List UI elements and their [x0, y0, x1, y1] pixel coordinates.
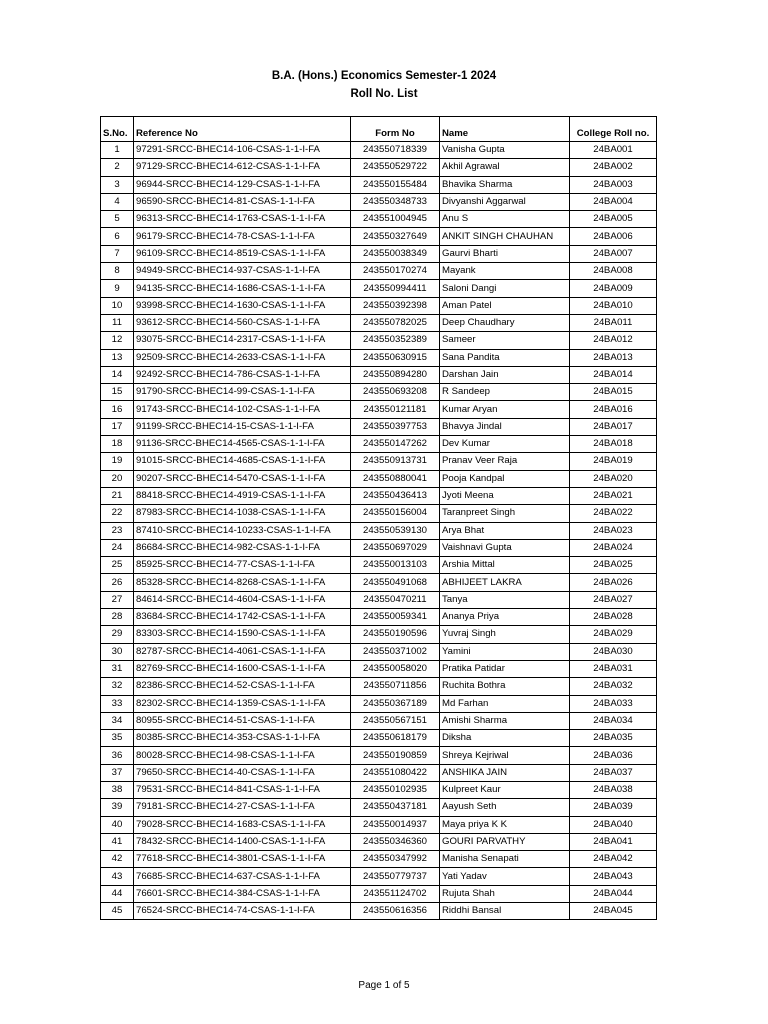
- cell-reference-no: 96944-SRCC-BHEC14-129-CSAS-1-1-I-FA: [134, 176, 351, 193]
- table-row: [101, 816, 657, 833]
- cell-name: ANSHIKA JAIN: [440, 764, 570, 781]
- cell-college-roll-no: 24BA045: [570, 903, 657, 920]
- cell-form-no: 243550693208: [351, 384, 440, 401]
- cell-form-no: 243550170274: [351, 263, 440, 280]
- cell-sno: 30: [101, 643, 134, 660]
- cell-college-roll-no: 24BA043: [570, 868, 657, 885]
- cell-sno: 14: [101, 366, 134, 383]
- cell-sno: 24: [101, 539, 134, 556]
- cell-college-roll-no: 24BA042: [570, 851, 657, 868]
- cell-sno: 18: [101, 436, 134, 453]
- cell-reference-no: 91790-SRCC-BHEC14-99-CSAS-1-1-I-FA: [134, 384, 351, 401]
- cell-name: Vanisha Gupta: [440, 142, 570, 159]
- cell-sno: 21: [101, 487, 134, 504]
- cell-college-roll-no: 24BA037: [570, 764, 657, 781]
- cell-name: Arya Bhat: [440, 522, 570, 539]
- cell-form-no: 243550529722: [351, 159, 440, 176]
- cell-name: Pranav Veer Raja: [440, 453, 570, 470]
- cell-form-no: 243550347992: [351, 851, 440, 868]
- cell-reference-no: 91743-SRCC-BHEC14-102-CSAS-1-1-I-FA: [134, 401, 351, 418]
- cell-name: Bhavika Sharma: [440, 176, 570, 193]
- cell-college-roll-no: 24BA001: [570, 142, 657, 159]
- cell-form-no: 243550190859: [351, 747, 440, 764]
- cell-reference-no: 96109-SRCC-BHEC14-8519-CSAS-1-1-I-FA: [134, 245, 351, 262]
- cell-sno: 13: [101, 349, 134, 366]
- cell-sno: 19: [101, 453, 134, 470]
- cell-sno: 1: [101, 142, 134, 159]
- cell-reference-no: 83684-SRCC-BHEC14-1742-CSAS-1-1-I-FA: [134, 609, 351, 626]
- table-row: [101, 332, 657, 349]
- cell-sno: 36: [101, 747, 134, 764]
- cell-sno: 33: [101, 695, 134, 712]
- table-row: [101, 159, 657, 176]
- table-row: [101, 245, 657, 262]
- cell-reference-no: 80385-SRCC-BHEC14-353-CSAS-1-1-I-FA: [134, 730, 351, 747]
- cell-sno: 25: [101, 557, 134, 574]
- cell-college-roll-no: 24BA036: [570, 747, 657, 764]
- cell-reference-no: 92492-SRCC-BHEC14-786-CSAS-1-1-I-FA: [134, 366, 351, 383]
- table-row: [101, 176, 657, 193]
- cell-reference-no: 80955-SRCC-BHEC14-51-CSAS-1-1-I-FA: [134, 712, 351, 729]
- cell-sno: 40: [101, 816, 134, 833]
- cell-reference-no: 85925-SRCC-BHEC14-77-CSAS-1-1-I-FA: [134, 557, 351, 574]
- cell-form-no: 243550014937: [351, 816, 440, 833]
- cell-college-roll-no: 24BA018: [570, 436, 657, 453]
- cell-sno: 29: [101, 626, 134, 643]
- cell-name: Vaishnavi Gupta: [440, 539, 570, 556]
- cell-sno: 45: [101, 903, 134, 920]
- roll-number-table: [100, 116, 657, 920]
- cell-name: Anu S: [440, 211, 570, 228]
- cell-reference-no: 85328-SRCC-BHEC14-8268-CSAS-1-1-I-FA: [134, 574, 351, 591]
- cell-sno: 39: [101, 799, 134, 816]
- cell-form-no: 243550397753: [351, 418, 440, 435]
- cell-form-no: 243550697029: [351, 539, 440, 556]
- table-row: [101, 505, 657, 522]
- cell-name: Ananya Priya: [440, 609, 570, 626]
- cell-form-no: 243550616356: [351, 903, 440, 920]
- cell-sno: 22: [101, 505, 134, 522]
- cell-reference-no: 94949-SRCC-BHEC14-937-CSAS-1-1-I-FA: [134, 263, 351, 280]
- cell-college-roll-no: 24BA015: [570, 384, 657, 401]
- cell-college-roll-no: 24BA011: [570, 314, 657, 331]
- cell-reference-no: 82386-SRCC-BHEC14-52-CSAS-1-1-I-FA: [134, 678, 351, 695]
- cell-sno: 17: [101, 418, 134, 435]
- table-row: [101, 678, 657, 695]
- cell-reference-no: 79650-SRCC-BHEC14-40-CSAS-1-1-I-FA: [134, 764, 351, 781]
- table-row: [101, 297, 657, 314]
- cell-name: Shreya Kejriwal: [440, 747, 570, 764]
- cell-sno: 15: [101, 384, 134, 401]
- cell-reference-no: 97291-SRCC-BHEC14-106-CSAS-1-1-I-FA: [134, 142, 351, 159]
- cell-form-no: 243550348733: [351, 193, 440, 210]
- table-row: [101, 487, 657, 504]
- cell-name: Pratika Patidar: [440, 660, 570, 677]
- cell-sno: 44: [101, 885, 134, 902]
- cell-name: ANKIT SINGH CHAUHAN: [440, 228, 570, 245]
- cell-reference-no: 79181-SRCC-BHEC14-27-CSAS-1-1-I-FA: [134, 799, 351, 816]
- cell-reference-no: 83303-SRCC-BHEC14-1590-CSAS-1-1-I-FA: [134, 626, 351, 643]
- cell-name: Ruchita Bothra: [440, 678, 570, 695]
- table-row: [101, 522, 657, 539]
- cell-sno: 28: [101, 609, 134, 626]
- cell-college-roll-no: 24BA021: [570, 487, 657, 504]
- cell-college-roll-no: 24BA039: [570, 799, 657, 816]
- header-reference-no: Reference No: [134, 117, 351, 142]
- table-row: [101, 349, 657, 366]
- table-row: [101, 833, 657, 850]
- table-row: [101, 453, 657, 470]
- cell-college-roll-no: 24BA014: [570, 366, 657, 383]
- cell-form-no: 243550058020: [351, 660, 440, 677]
- cell-form-no: 243550038349: [351, 245, 440, 262]
- cell-form-no: 243550346360: [351, 833, 440, 850]
- cell-reference-no: 87983-SRCC-BHEC14-1038-CSAS-1-1-I-FA: [134, 505, 351, 522]
- cell-form-no: 243551124702: [351, 885, 440, 902]
- cell-form-no: 243550618179: [351, 730, 440, 747]
- cell-form-no: 243550121181: [351, 401, 440, 418]
- cell-name: ABHIJEET LAKRA: [440, 574, 570, 591]
- cell-form-no: 243550718339: [351, 142, 440, 159]
- cell-sno: 23: [101, 522, 134, 539]
- cell-name: Aayush Seth: [440, 799, 570, 816]
- cell-form-no: 243550190596: [351, 626, 440, 643]
- cell-college-roll-no: 24BA007: [570, 245, 657, 262]
- cell-reference-no: 91136-SRCC-BHEC14-4565-CSAS-1-1-I-FA: [134, 436, 351, 453]
- cell-college-roll-no: 24BA026: [570, 574, 657, 591]
- table-body: [101, 142, 657, 920]
- cell-college-roll-no: 24BA027: [570, 591, 657, 608]
- cell-college-roll-no: 24BA005: [570, 211, 657, 228]
- cell-college-roll-no: 24BA004: [570, 193, 657, 210]
- cell-form-no: 243550327649: [351, 228, 440, 245]
- cell-form-no: 243550470211: [351, 591, 440, 608]
- cell-reference-no: 90207-SRCC-BHEC14-5470-CSAS-1-1-I-FA: [134, 470, 351, 487]
- cell-name: Tanya: [440, 591, 570, 608]
- table-row: [101, 142, 657, 159]
- table-header: [101, 117, 657, 142]
- cell-sno: 5: [101, 211, 134, 228]
- cell-form-no: 243550155484: [351, 176, 440, 193]
- cell-name: Riddhi Bansal: [440, 903, 570, 920]
- cell-name: Diksha: [440, 730, 570, 747]
- table-row: [101, 764, 657, 781]
- table-row: [101, 851, 657, 868]
- cell-form-no: 243550013103: [351, 557, 440, 574]
- cell-name: Jyoti Meena: [440, 487, 570, 504]
- cell-reference-no: 76685-SRCC-BHEC14-637-CSAS-1-1-I-FA: [134, 868, 351, 885]
- cell-form-no: 243550913731: [351, 453, 440, 470]
- cell-reference-no: 94135-SRCC-BHEC14-1686-CSAS-1-1-I-FA: [134, 280, 351, 297]
- cell-name: Pooja Kandpal: [440, 470, 570, 487]
- cell-reference-no: 80028-SRCC-BHEC14-98-CSAS-1-1-I-FA: [134, 747, 351, 764]
- cell-college-roll-no: 24BA038: [570, 781, 657, 798]
- cell-college-roll-no: 24BA032: [570, 678, 657, 695]
- cell-college-roll-no: 24BA028: [570, 609, 657, 626]
- cell-form-no: 243550147262: [351, 436, 440, 453]
- table-row: [101, 799, 657, 816]
- cell-reference-no: 91199-SRCC-BHEC14-15-CSAS-1-1-I-FA: [134, 418, 351, 435]
- cell-name: Arshia Mittal: [440, 557, 570, 574]
- cell-form-no: 243550059341: [351, 609, 440, 626]
- cell-reference-no: 88418-SRCC-BHEC14-4919-CSAS-1-1-I-FA: [134, 487, 351, 504]
- cell-sno: 37: [101, 764, 134, 781]
- cell-college-roll-no: 24BA002: [570, 159, 657, 176]
- table-row: [101, 730, 657, 747]
- cell-reference-no: 77618-SRCC-BHEC14-3801-CSAS-1-1-I-FA: [134, 851, 351, 868]
- cell-name: Sameer: [440, 332, 570, 349]
- cell-reference-no: 91015-SRCC-BHEC14-4685-CSAS-1-1-I-FA: [134, 453, 351, 470]
- cell-form-no: 243551004945: [351, 211, 440, 228]
- table-row: [101, 660, 657, 677]
- cell-name: Maya priya K K: [440, 816, 570, 833]
- table-row: [101, 280, 657, 297]
- cell-name: Yuvraj Singh: [440, 626, 570, 643]
- cell-form-no: 243550491068: [351, 574, 440, 591]
- cell-reference-no: 92509-SRCC-BHEC14-2633-CSAS-1-1-I-FA: [134, 349, 351, 366]
- cell-reference-no: 76524-SRCC-BHEC14-74-CSAS-1-1-I-FA: [134, 903, 351, 920]
- cell-college-roll-no: 24BA003: [570, 176, 657, 193]
- cell-sno: 35: [101, 730, 134, 747]
- cell-sno: 12: [101, 332, 134, 349]
- cell-form-no: 243550156004: [351, 505, 440, 522]
- cell-name: Saloni Dangi: [440, 280, 570, 297]
- cell-form-no: 243550630915: [351, 349, 440, 366]
- page-number: Page 1 of 5: [358, 980, 410, 991]
- cell-sno: 10: [101, 297, 134, 314]
- table-row: [101, 211, 657, 228]
- cell-form-no: 243550711856: [351, 678, 440, 695]
- cell-name: GOURI PARVATHY: [440, 833, 570, 850]
- table-row: [101, 193, 657, 210]
- cell-name: Deep Chaudhary: [440, 314, 570, 331]
- cell-sno: 41: [101, 833, 134, 850]
- cell-college-roll-no: 24BA033: [570, 695, 657, 712]
- cell-form-no: 243550894280: [351, 366, 440, 383]
- cell-college-roll-no: 24BA031: [570, 660, 657, 677]
- cell-sno: 20: [101, 470, 134, 487]
- cell-name: Bhavya Jindal: [440, 418, 570, 435]
- cell-form-no: 243550436413: [351, 487, 440, 504]
- table-row: [101, 418, 657, 435]
- table-row: [101, 885, 657, 902]
- cell-name: R Sandeep: [440, 384, 570, 401]
- document-subtitle: Roll No. List: [350, 88, 418, 100]
- cell-reference-no: 82302-SRCC-BHEC14-1359-CSAS-1-1-I-FA: [134, 695, 351, 712]
- cell-reference-no: 76601-SRCC-BHEC14-384-CSAS-1-1-I-FA: [134, 885, 351, 902]
- cell-college-roll-no: 24BA016: [570, 401, 657, 418]
- table-row: [101, 747, 657, 764]
- cell-sno: 38: [101, 781, 134, 798]
- cell-college-roll-no: 24BA012: [570, 332, 657, 349]
- cell-name: Yamini: [440, 643, 570, 660]
- cell-college-roll-no: 24BA025: [570, 557, 657, 574]
- cell-college-roll-no: 24BA013: [570, 349, 657, 366]
- cell-reference-no: 86684-SRCC-BHEC14-982-CSAS-1-1-I-FA: [134, 539, 351, 556]
- cell-college-roll-no: 24BA022: [570, 505, 657, 522]
- cell-form-no: 243550539130: [351, 522, 440, 539]
- table-row: [101, 366, 657, 383]
- document-title: B.A. (Hons.) Economics Semester-1 2024: [271, 70, 497, 82]
- cell-sno: 9: [101, 280, 134, 297]
- cell-college-roll-no: 24BA024: [570, 539, 657, 556]
- table-row: [101, 643, 657, 660]
- cell-college-roll-no: 24BA029: [570, 626, 657, 643]
- table-row: [101, 868, 657, 885]
- cell-reference-no: 79028-SRCC-BHEC14-1683-CSAS-1-1-I-FA: [134, 816, 351, 833]
- cell-reference-no: 93075-SRCC-BHEC14-2317-CSAS-1-1-I-FA: [134, 332, 351, 349]
- cell-reference-no: 97129-SRCC-BHEC14-612-CSAS-1-1-I-FA: [134, 159, 351, 176]
- cell-sno: 43: [101, 868, 134, 885]
- table-row: [101, 557, 657, 574]
- cell-sno: 42: [101, 851, 134, 868]
- cell-reference-no: 93998-SRCC-BHEC14-1630-CSAS-1-1-I-FA: [134, 297, 351, 314]
- table-row: [101, 781, 657, 798]
- cell-sno: 2: [101, 159, 134, 176]
- header-form-no: Form No: [351, 117, 440, 142]
- cell-name: Divyanshi Aggarwal: [440, 193, 570, 210]
- cell-reference-no: 93612-SRCC-BHEC14-560-CSAS-1-1-I-FA: [134, 314, 351, 331]
- table-row: [101, 436, 657, 453]
- cell-sno: 3: [101, 176, 134, 193]
- cell-form-no: 243550880041: [351, 470, 440, 487]
- cell-name: Kulpreet Kaur: [440, 781, 570, 798]
- cell-reference-no: 96313-SRCC-BHEC14-1763-CSAS-1-1-I-FA: [134, 211, 351, 228]
- cell-sno: 34: [101, 712, 134, 729]
- cell-name: Akhil Agrawal: [440, 159, 570, 176]
- table-row: [101, 574, 657, 591]
- cell-form-no: 243550782025: [351, 314, 440, 331]
- table-row: [101, 384, 657, 401]
- table-row: [101, 470, 657, 487]
- cell-college-roll-no: 24BA006: [570, 228, 657, 245]
- cell-name: Dev Kumar: [440, 436, 570, 453]
- cell-name: Kumar Aryan: [440, 401, 570, 418]
- table-row: [101, 903, 657, 920]
- cell-reference-no: 87410-SRCC-BHEC14-10233-CSAS-1-1-I-FA: [134, 522, 351, 539]
- cell-college-roll-no: 24BA020: [570, 470, 657, 487]
- cell-sno: 27: [101, 591, 134, 608]
- header-sno: S.No.: [101, 117, 134, 142]
- cell-name: Taranpreet Singh: [440, 505, 570, 522]
- cell-sno: 11: [101, 314, 134, 331]
- cell-sno: 16: [101, 401, 134, 418]
- cell-college-roll-no: 24BA044: [570, 885, 657, 902]
- cell-sno: 7: [101, 245, 134, 262]
- cell-name: Manisha Senapati: [440, 851, 570, 868]
- cell-college-roll-no: 24BA030: [570, 643, 657, 660]
- cell-name: Sana Pandita: [440, 349, 570, 366]
- cell-sno: 4: [101, 193, 134, 210]
- table-row: [101, 314, 657, 331]
- cell-form-no: 243550437181: [351, 799, 440, 816]
- cell-form-no: 243550102935: [351, 781, 440, 798]
- table-row: [101, 539, 657, 556]
- cell-college-roll-no: 24BA034: [570, 712, 657, 729]
- table-row: [101, 695, 657, 712]
- cell-name: Gaurvi Bharti: [440, 245, 570, 262]
- cell-reference-no: 79531-SRCC-BHEC14-841-CSAS-1-1-I-FA: [134, 781, 351, 798]
- table-row: [101, 591, 657, 608]
- cell-reference-no: 82769-SRCC-BHEC14-1600-CSAS-1-1-I-FA: [134, 660, 351, 677]
- cell-form-no: 243550371002: [351, 643, 440, 660]
- cell-form-no: 243550567151: [351, 712, 440, 729]
- cell-college-roll-no: 24BA019: [570, 453, 657, 470]
- cell-name: Rujuta Shah: [440, 885, 570, 902]
- cell-reference-no: 96590-SRCC-BHEC14-81-CSAS-1-1-I-FA: [134, 193, 351, 210]
- cell-college-roll-no: 24BA009: [570, 280, 657, 297]
- header-college-roll-no: College Roll no.: [570, 117, 657, 142]
- cell-sno: 26: [101, 574, 134, 591]
- cell-name: Yati Yadav: [440, 868, 570, 885]
- cell-college-roll-no: 24BA023: [570, 522, 657, 539]
- table-row: [101, 401, 657, 418]
- cell-form-no: 243550352389: [351, 332, 440, 349]
- table-row: [101, 712, 657, 729]
- cell-name: Md Farhan: [440, 695, 570, 712]
- cell-college-roll-no: 24BA010: [570, 297, 657, 314]
- cell-reference-no: 78432-SRCC-BHEC14-1400-CSAS-1-1-I-FA: [134, 833, 351, 850]
- cell-form-no: 243550994411: [351, 280, 440, 297]
- cell-reference-no: 84614-SRCC-BHEC14-4604-CSAS-1-1-I-FA: [134, 591, 351, 608]
- cell-college-roll-no: 24BA035: [570, 730, 657, 747]
- table-row: [101, 228, 657, 245]
- table-row: [101, 263, 657, 280]
- cell-form-no: 243551080422: [351, 764, 440, 781]
- cell-name: Mayank: [440, 263, 570, 280]
- table-row: [101, 609, 657, 626]
- cell-name: Aman Patel: [440, 297, 570, 314]
- cell-name: Amishi Sharma: [440, 712, 570, 729]
- cell-reference-no: 82787-SRCC-BHEC14-4061-CSAS-1-1-I-FA: [134, 643, 351, 660]
- cell-reference-no: 96179-SRCC-BHEC14-78-CSAS-1-1-I-FA: [134, 228, 351, 245]
- cell-college-roll-no: 24BA008: [570, 263, 657, 280]
- cell-name: Darshan Jain: [440, 366, 570, 383]
- cell-sno: 8: [101, 263, 134, 280]
- cell-form-no: 243550392398: [351, 297, 440, 314]
- cell-sno: 32: [101, 678, 134, 695]
- cell-college-roll-no: 24BA041: [570, 833, 657, 850]
- cell-college-roll-no: 24BA040: [570, 816, 657, 833]
- table-row: [101, 626, 657, 643]
- cell-form-no: 243550779737: [351, 868, 440, 885]
- cell-sno: 31: [101, 660, 134, 677]
- header-name: Name: [440, 117, 570, 142]
- cell-sno: 6: [101, 228, 134, 245]
- table-header-row: [101, 117, 657, 142]
- cell-form-no: 243550367189: [351, 695, 440, 712]
- cell-college-roll-no: 24BA017: [570, 418, 657, 435]
